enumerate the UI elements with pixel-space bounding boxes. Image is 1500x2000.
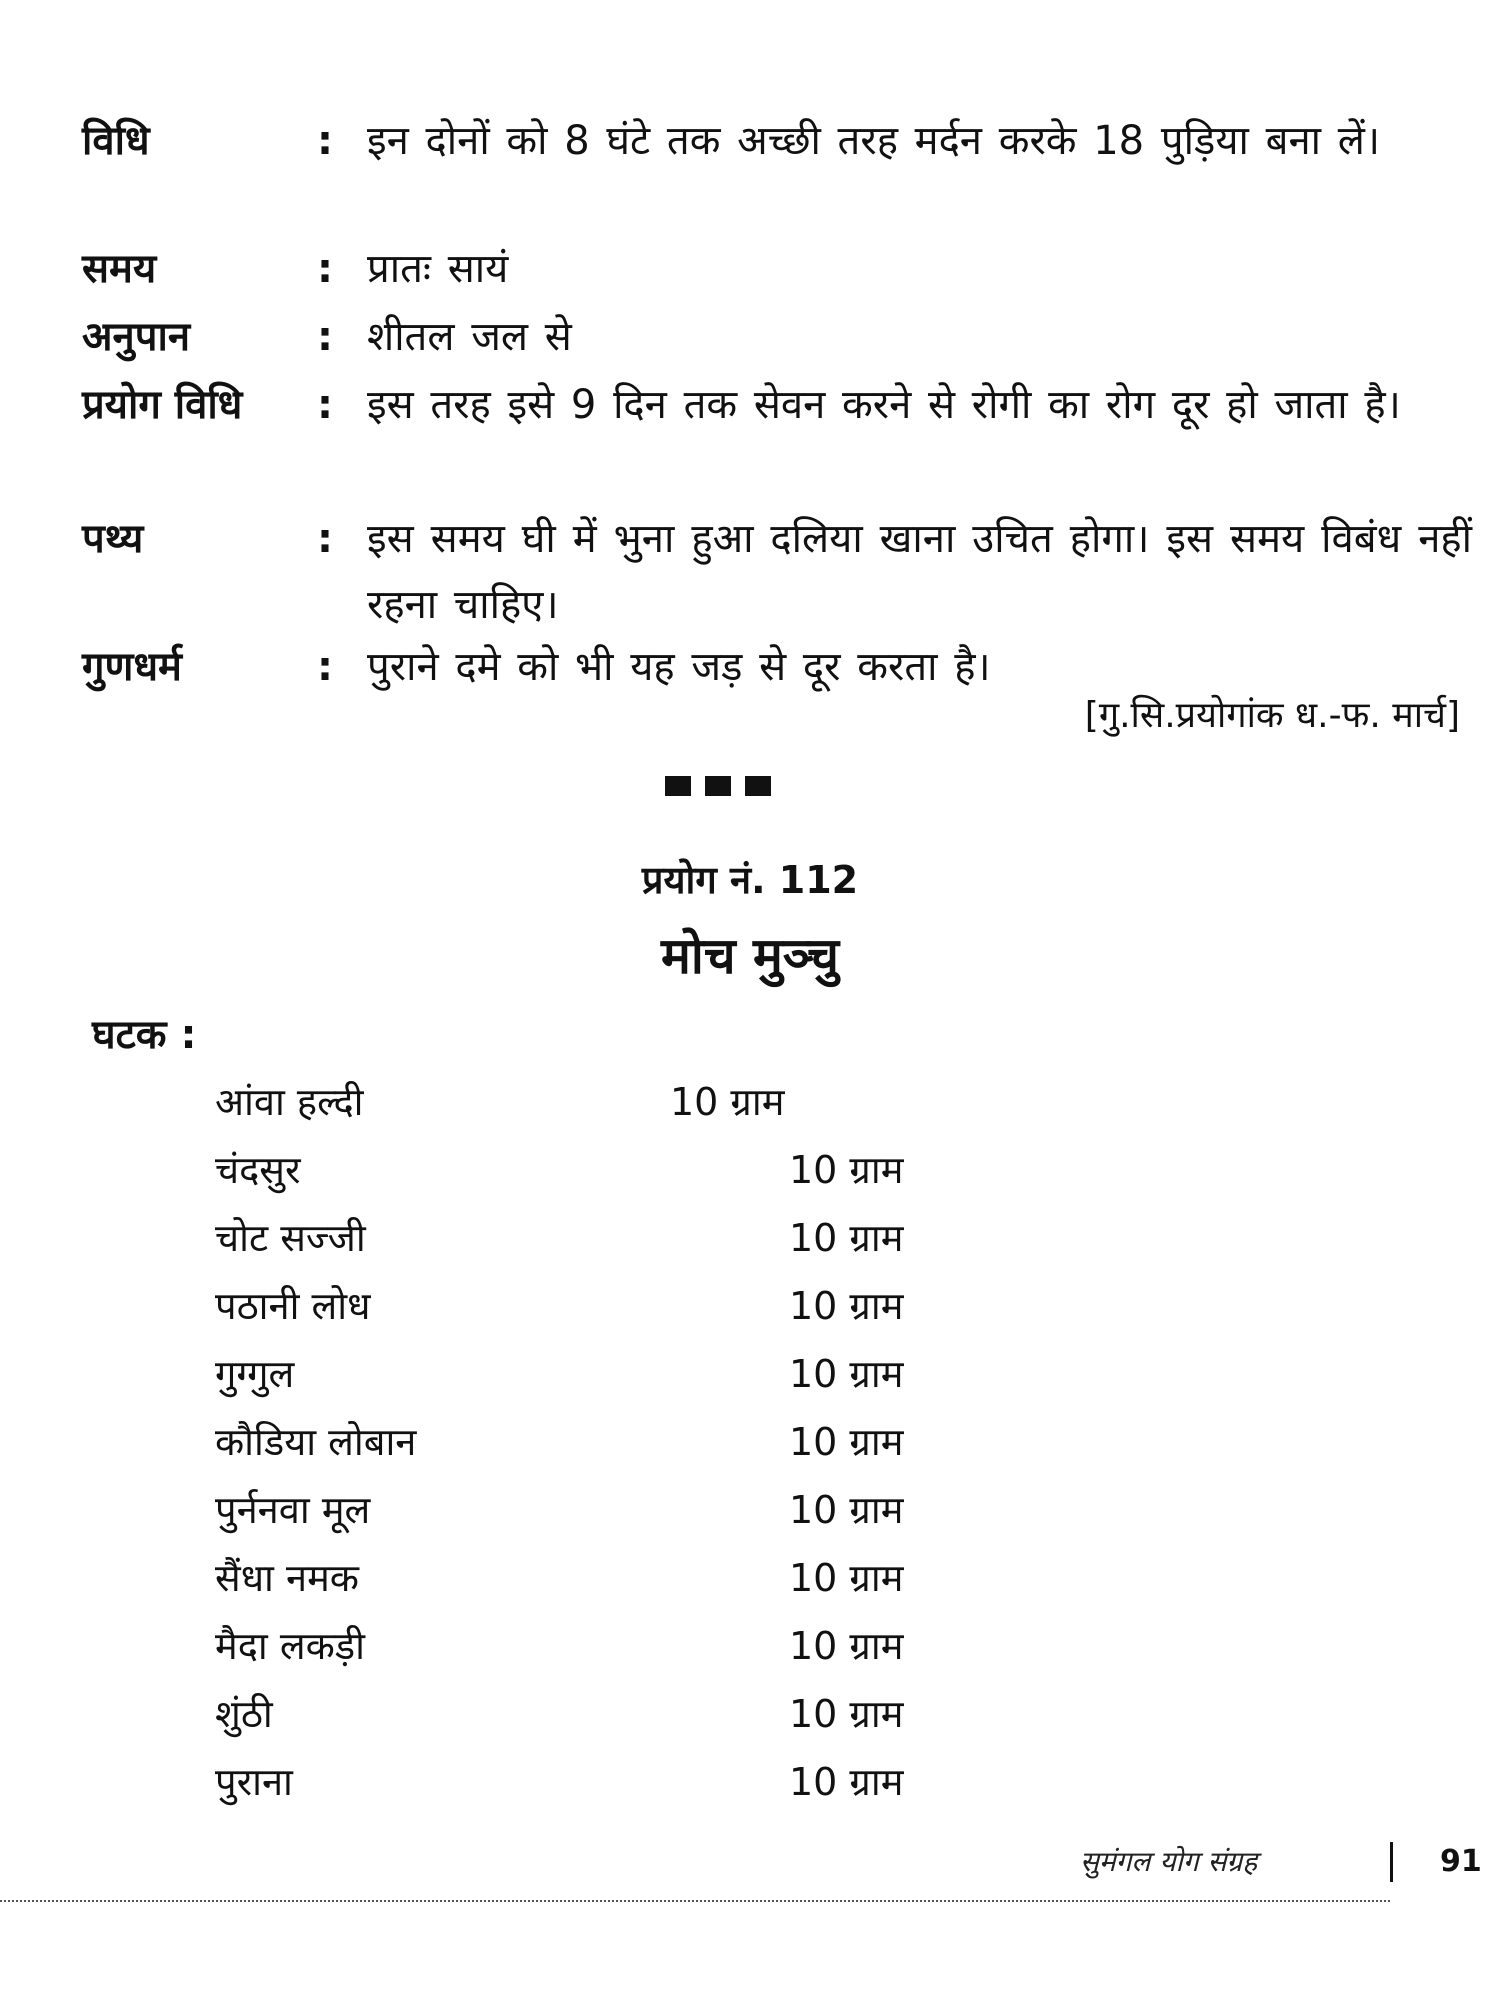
ingredient-quantity: 10 ग्राम bbox=[789, 1692, 904, 1736]
ingredient-row bbox=[215, 1412, 1115, 1480]
section-text: पुराने दमे को भी यह जड़ से दूर करता है। bbox=[367, 644, 991, 690]
ingredient-quantity: 10 ग्राम bbox=[670, 1080, 785, 1124]
ingredient-name: पुर्ननवा मूल bbox=[215, 1488, 371, 1532]
section-label: अनुपान bbox=[82, 314, 191, 360]
section-label: पथ्य bbox=[82, 516, 144, 562]
section-prayog-vidhi bbox=[82, 372, 1472, 438]
ingredient-quantity: 10 ग्राम bbox=[789, 1148, 904, 1192]
ingredient-row bbox=[215, 1752, 1115, 1820]
ingredient-name: सैंधा नमक bbox=[215, 1556, 359, 1600]
ingredients-heading: घटक : bbox=[92, 1012, 197, 1058]
ingredient-name: चंदसुर bbox=[215, 1148, 301, 1192]
section-colon: : bbox=[317, 644, 333, 690]
section-label: प्रयोग विधि bbox=[82, 382, 243, 428]
section-samay bbox=[82, 236, 1472, 302]
footer-dotted-rule bbox=[0, 1900, 1390, 1902]
ingredient-name: आंवा हल्दी bbox=[215, 1080, 364, 1124]
section-label: विधि bbox=[82, 118, 150, 164]
ingredient-name: गुग्गुल bbox=[215, 1352, 295, 1396]
section-colon: : bbox=[317, 516, 333, 562]
ingredient-quantity: 10 ग्राम bbox=[789, 1420, 904, 1464]
ingredient-name: शुंठी bbox=[215, 1692, 273, 1736]
section-colon: : bbox=[317, 118, 333, 164]
section-colon: : bbox=[317, 246, 333, 292]
footer-book-title: सुमंगल योग संग्रह bbox=[1080, 1845, 1258, 1878]
separator-square-icon bbox=[665, 776, 691, 796]
ingredient-row bbox=[215, 1548, 1115, 1616]
ingredient-name: पुराना bbox=[215, 1760, 293, 1804]
ingredient-name: पठानी लोध bbox=[215, 1284, 371, 1328]
ingredient-row bbox=[215, 1344, 1115, 1412]
ingredient-row bbox=[215, 1072, 1115, 1140]
ingredient-name: चोट सज्जी bbox=[215, 1216, 366, 1260]
section-colon: : bbox=[317, 314, 333, 360]
ingredient-name: कौडिया लोबान bbox=[215, 1420, 417, 1464]
ingredient-quantity: 10 ग्राम bbox=[789, 1488, 904, 1532]
section-label: समय bbox=[82, 246, 157, 292]
footer-divider bbox=[1390, 1842, 1393, 1882]
section-text: प्रातः सायं bbox=[367, 246, 509, 292]
ingredient-quantity: 10 ग्राम bbox=[789, 1216, 904, 1260]
section-text: इस समय घी में भुना हुआ दलिया खाना उचित होगा। इस समय विबंध नहीं रहना चाहिए। bbox=[367, 516, 1472, 628]
ingredient-row bbox=[215, 1616, 1115, 1684]
section-vidhi bbox=[82, 108, 1472, 174]
separator-square-icon bbox=[745, 776, 771, 796]
ingredient-quantity: 10 ग्राम bbox=[789, 1556, 904, 1600]
section-pathya bbox=[82, 506, 1472, 638]
ingredient-row bbox=[215, 1208, 1115, 1276]
ingredient-row bbox=[215, 1140, 1115, 1208]
ingredient-quantity: 10 ग्राम bbox=[789, 1352, 904, 1396]
ingredient-quantity: 10 ग्राम bbox=[789, 1624, 904, 1668]
ingredient-quantity: 10 ग्राम bbox=[789, 1760, 904, 1804]
section-text: इन दोनों को 8 घंटे तक अच्छी तरह मर्दन करके 18 पुड़िया बना लें। bbox=[367, 118, 1380, 164]
recipe-title: मोच मुञ्चु bbox=[660, 927, 839, 985]
section-separator bbox=[665, 776, 771, 796]
ingredient-row bbox=[215, 1276, 1115, 1344]
section-text: इस तरह इसे 9 दिन तक सेवन करने से रोगी का रोग दूर हो जाता है। bbox=[367, 382, 1401, 428]
ingredient-name: मैदा लकड़ी bbox=[215, 1624, 365, 1668]
experiment-number: प्रयोग नं. 112 bbox=[641, 858, 859, 902]
section-label: गुणधर्म bbox=[82, 644, 182, 690]
ingredient-row bbox=[215, 1684, 1115, 1752]
citation: [गु.सि.प्रयोगांक ध.-फ. मार्च] bbox=[1084, 695, 1460, 736]
page-number: 91 bbox=[1440, 1844, 1482, 1879]
section-anupan bbox=[82, 304, 1472, 370]
section-colon: : bbox=[317, 382, 333, 428]
ingredient-row bbox=[215, 1480, 1115, 1548]
separator-square-icon bbox=[705, 776, 731, 796]
ingredient-quantity: 10 ग्राम bbox=[789, 1284, 904, 1328]
section-text: शीतल जल से bbox=[367, 314, 572, 360]
